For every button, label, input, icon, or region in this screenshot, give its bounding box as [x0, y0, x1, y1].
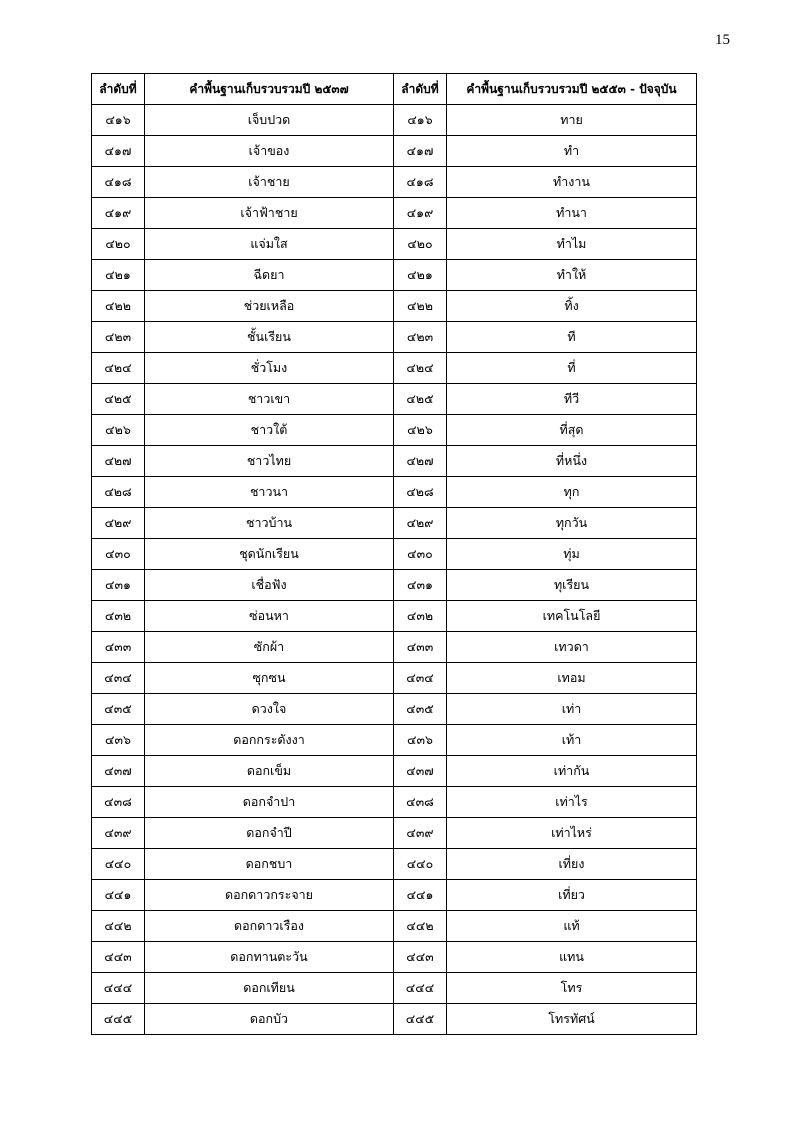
cell-word-2553: แท้ — [447, 911, 697, 942]
cell-order-2: ๔๒๒ — [394, 291, 447, 322]
cell-word-2553: โทร — [447, 973, 697, 1004]
table-row — [92, 508, 697, 539]
table-header-row — [92, 74, 697, 105]
cell-order-1: ๔๒๐ — [92, 229, 145, 260]
cell-order-2: ๔๔๔ — [394, 973, 447, 1004]
table-row — [92, 260, 697, 291]
cell-order-1: ๔๓๗ — [92, 756, 145, 787]
cell-order-2: ๔๒๘ — [394, 477, 447, 508]
cell-order-2: ๔๔๒ — [394, 911, 447, 942]
cell-word-2553: ทาย — [447, 105, 697, 136]
cell-word-2553: ที่ — [447, 353, 697, 384]
cell-word-2553: ที — [447, 322, 697, 353]
cell-word-2553: โทรทัศน์ — [447, 1004, 697, 1035]
cell-word-2553: ทำให้ — [447, 260, 697, 291]
cell-word-2553: เท่าไร — [447, 787, 697, 818]
cell-order-2: ๔๔๐ — [394, 849, 447, 880]
cell-word-2537: ดอกจำปา — [145, 787, 394, 818]
cell-word-2553: ทำไม — [447, 229, 697, 260]
cell-order-1: ๔๓๕ — [92, 694, 145, 725]
cell-order-2: ๔๒๗ — [394, 446, 447, 477]
cell-word-2537: เจ็บปวด — [145, 105, 394, 136]
table-row — [92, 880, 697, 911]
cell-word-2537: ชาวไทย — [145, 446, 394, 477]
cell-word-2553: เท่าไหร่ — [447, 818, 697, 849]
cell-word-2553: แทน — [447, 942, 697, 973]
table-row — [92, 942, 697, 973]
cell-order-2: ๔๑๙ — [394, 198, 447, 229]
cell-word-2553: เทวดา — [447, 632, 697, 663]
cell-order-2: ๔๓๓ — [394, 632, 447, 663]
table-row — [92, 446, 697, 477]
cell-order-2: ๔๑๗ — [394, 136, 447, 167]
cell-word-2553: เท้า — [447, 725, 697, 756]
word-table — [91, 73, 697, 1035]
cell-word-2537: ชาวนา — [145, 477, 394, 508]
cell-order-1: ๔๑๗ — [92, 136, 145, 167]
header-words-2553: คำพื้นฐานเก็บรวบรวมปี ๒๕๕๓ - ปัจจุบัน — [447, 74, 697, 105]
cell-word-2537: ชุดนักเรียน — [145, 539, 394, 570]
cell-order-2: ๔๒๙ — [394, 508, 447, 539]
cell-word-2553: เท่ากัน — [447, 756, 697, 787]
table-row — [92, 973, 697, 1004]
cell-word-2553: เทอม — [447, 663, 697, 694]
cell-word-2553: ทิ้ง — [447, 291, 697, 322]
cell-order-1: ๔๒๓ — [92, 322, 145, 353]
table-row — [92, 353, 697, 384]
table-row — [92, 818, 697, 849]
cell-order-1: ๔๑๖ — [92, 105, 145, 136]
cell-order-1: ๔๑๙ — [92, 198, 145, 229]
header-words-2537: คำพื้นฐานเก็บรวบรวมปี ๒๕๓๗ — [145, 74, 394, 105]
table-row — [92, 477, 697, 508]
table-row — [92, 539, 697, 570]
cell-order-1: ๔๒๙ — [92, 508, 145, 539]
cell-word-2553: ทุก — [447, 477, 697, 508]
table-row — [92, 167, 697, 198]
cell-word-2553: เที่ยว — [447, 880, 697, 911]
table-row — [92, 911, 697, 942]
cell-order-2: ๔๓๖ — [394, 725, 447, 756]
cell-order-2: ๔๓๐ — [394, 539, 447, 570]
cell-order-1: ๔๔๔ — [92, 973, 145, 1004]
cell-word-2553: ทุ่ม — [447, 539, 697, 570]
cell-order-2: ๔๓๑ — [394, 570, 447, 601]
cell-word-2537: เจ้าฟ้าชาย — [145, 198, 394, 229]
cell-order-2: ๔๓๘ — [394, 787, 447, 818]
cell-order-2: ๔๓๔ — [394, 663, 447, 694]
cell-word-2553: ทุกวัน — [447, 508, 697, 539]
cell-word-2537: ดอกทานตะวัน — [145, 942, 394, 973]
cell-order-1: ๔๓๒ — [92, 601, 145, 632]
cell-word-2537: ชั่วโมง — [145, 353, 394, 384]
cell-order-1: ๔๑๘ — [92, 167, 145, 198]
table-body — [92, 105, 697, 1035]
table-row — [92, 198, 697, 229]
cell-word-2537: ฉีดยา — [145, 260, 394, 291]
cell-order-1: ๔๔๒ — [92, 911, 145, 942]
cell-word-2537: ดวงใจ — [145, 694, 394, 725]
cell-order-2: ๔๒๕ — [394, 384, 447, 415]
table-row — [92, 694, 697, 725]
cell-order-1: ๔๓๖ — [92, 725, 145, 756]
cell-word-2553: ทำนา — [447, 198, 697, 229]
cell-word-2537: ดอกบัว — [145, 1004, 394, 1035]
cell-order-1: ๔๒๗ — [92, 446, 145, 477]
cell-word-2537: ดอกเข็ม — [145, 756, 394, 787]
cell-order-1: ๔๔๑ — [92, 880, 145, 911]
cell-order-2: ๔๒๔ — [394, 353, 447, 384]
cell-word-2553: ทำงาน — [447, 167, 697, 198]
cell-order-1: ๔๓๑ — [92, 570, 145, 601]
cell-word-2537: ชาวใต้ — [145, 415, 394, 446]
cell-word-2537: เจ้าของ — [145, 136, 394, 167]
cell-order-2: ๔๔๓ — [394, 942, 447, 973]
table-row — [92, 725, 697, 756]
cell-order-2: ๔๓๙ — [394, 818, 447, 849]
cell-word-2537: ซุกซน — [145, 663, 394, 694]
cell-order-2: ๔๔๕ — [394, 1004, 447, 1035]
table-row — [92, 105, 697, 136]
table-row — [92, 787, 697, 818]
cell-order-2: ๔๒๓ — [394, 322, 447, 353]
table-row — [92, 136, 697, 167]
cell-order-1: ๔๒๔ — [92, 353, 145, 384]
cell-order-1: ๔๒๑ — [92, 260, 145, 291]
cell-word-2553: เที่ยง — [447, 849, 697, 880]
cell-order-1: ๔๒๒ — [92, 291, 145, 322]
cell-word-2537: ดอกจำปี — [145, 818, 394, 849]
cell-word-2553: ทีวี — [447, 384, 697, 415]
header-order-2: ลำดับที่ — [394, 74, 447, 105]
cell-word-2553: ทุเรียน — [447, 570, 697, 601]
cell-word-2537: ชาวบ้าน — [145, 508, 394, 539]
header-order-1: ลำดับที่ — [92, 74, 145, 105]
table-row — [92, 601, 697, 632]
table-row — [92, 415, 697, 446]
cell-order-1: ๔๔๐ — [92, 849, 145, 880]
table-row — [92, 756, 697, 787]
cell-word-2553: ที่หนึ่ง — [447, 446, 697, 477]
cell-order-2: ๔๒๑ — [394, 260, 447, 291]
table-row — [92, 570, 697, 601]
cell-order-2: ๔๑๘ — [394, 167, 447, 198]
cell-order-1: ๔๓๓ — [92, 632, 145, 663]
table-row — [92, 229, 697, 260]
cell-order-2: ๔๔๑ — [394, 880, 447, 911]
table-row — [92, 1004, 697, 1035]
cell-order-1: ๔๓๘ — [92, 787, 145, 818]
cell-word-2537: ดอกชบา — [145, 849, 394, 880]
table-row — [92, 384, 697, 415]
cell-word-2537: แจ่มใส — [145, 229, 394, 260]
cell-order-2: ๔๒๐ — [394, 229, 447, 260]
cell-order-1: ๔๒๕ — [92, 384, 145, 415]
cell-order-2: ๔๑๖ — [394, 105, 447, 136]
table-row — [92, 663, 697, 694]
cell-order-2: ๔๓๕ — [394, 694, 447, 725]
table-row — [92, 291, 697, 322]
table-row — [92, 632, 697, 663]
cell-word-2537: ช่วยเหลือ — [145, 291, 394, 322]
cell-order-1: ๔๓๔ — [92, 663, 145, 694]
cell-word-2537: ดอกดาวกระจาย — [145, 880, 394, 911]
cell-word-2537: ดอกกระดังงา — [145, 725, 394, 756]
cell-word-2537: ชาวเขา — [145, 384, 394, 415]
cell-order-1: ๔๒๖ — [92, 415, 145, 446]
cell-word-2537: เจ้าชาย — [145, 167, 394, 198]
cell-word-2553: ทำ — [447, 136, 697, 167]
page-number: 15 — [715, 32, 730, 48]
cell-word-2537: ชั้นเรียน — [145, 322, 394, 353]
table-row — [92, 322, 697, 353]
cell-order-1: ๔๓๙ — [92, 818, 145, 849]
cell-word-2537: ดอกเทียน — [145, 973, 394, 1004]
cell-order-1: ๔๔๓ — [92, 942, 145, 973]
cell-order-2: ๔๓๗ — [394, 756, 447, 787]
cell-word-2553: เทคโนโลยี — [447, 601, 697, 632]
cell-word-2537: ซักผ้า — [145, 632, 394, 663]
cell-word-2537: ซ่อนหา — [145, 601, 394, 632]
table-row — [92, 849, 697, 880]
cell-word-2553: เท่า — [447, 694, 697, 725]
cell-order-1: ๔๓๐ — [92, 539, 145, 570]
cell-word-2553: ที่สุด — [447, 415, 697, 446]
cell-word-2537: เชื่อฟัง — [145, 570, 394, 601]
cell-order-1: ๔๒๘ — [92, 477, 145, 508]
cell-order-2: ๔๓๒ — [394, 601, 447, 632]
cell-order-1: ๔๔๕ — [92, 1004, 145, 1035]
cell-order-2: ๔๒๖ — [394, 415, 447, 446]
cell-word-2537: ดอกดาวเรือง — [145, 911, 394, 942]
